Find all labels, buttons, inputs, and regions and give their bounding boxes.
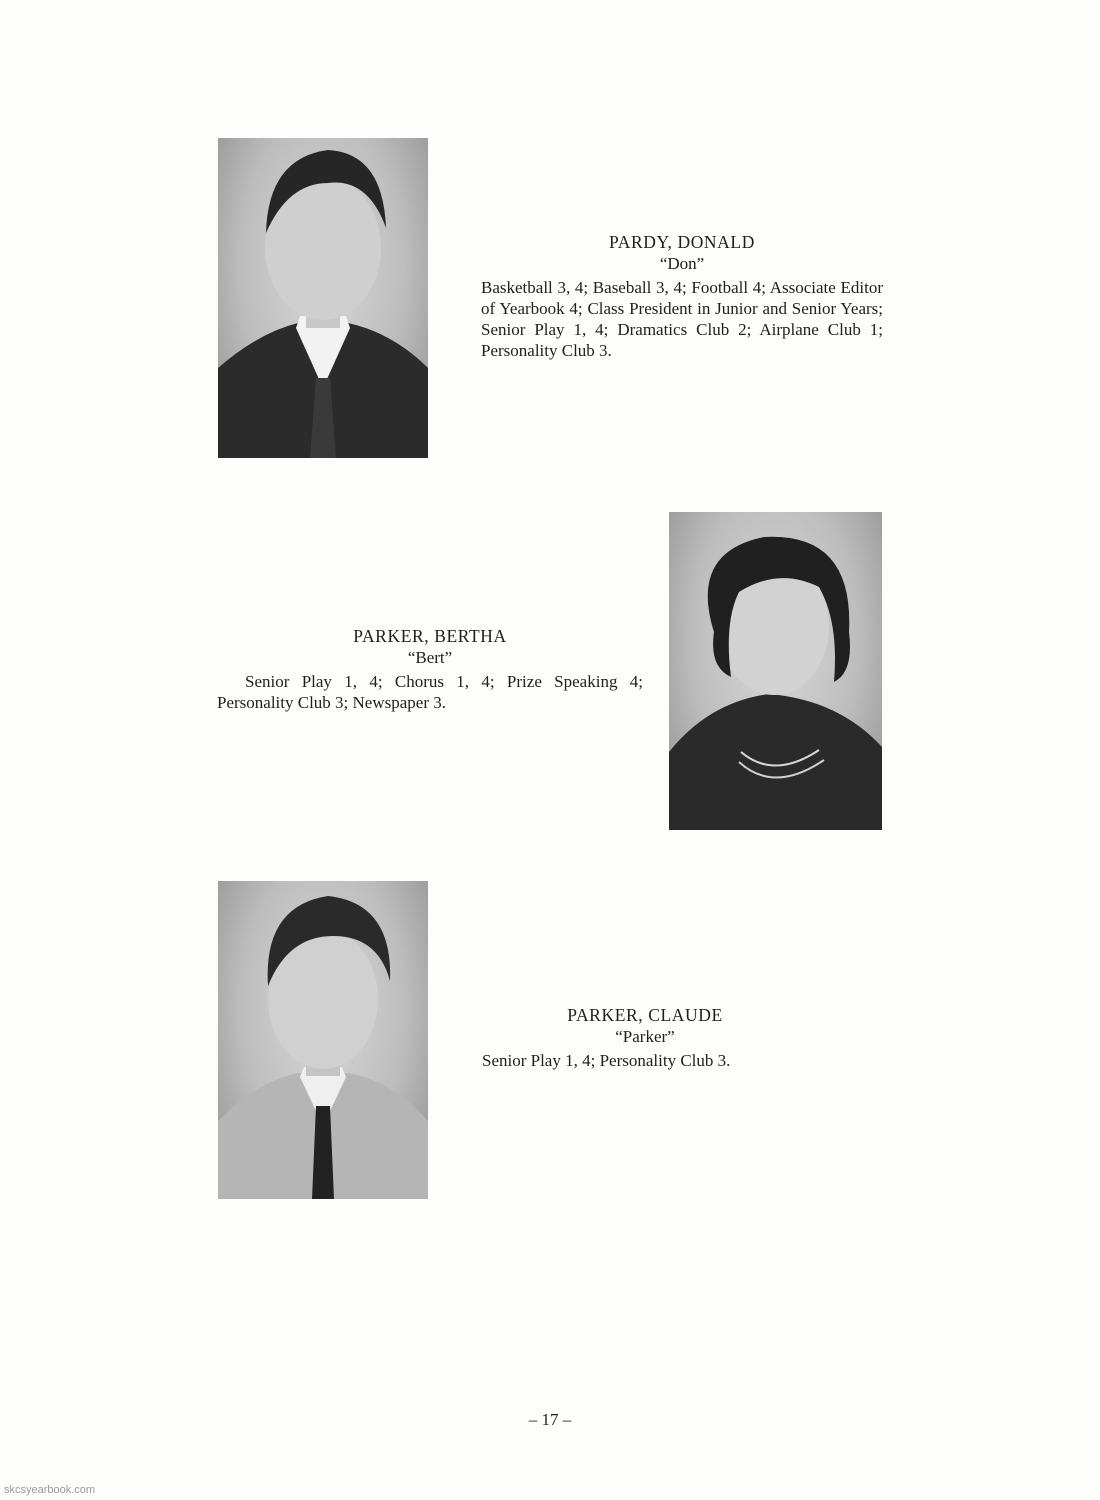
student-activities: Basketball 3, 4; Baseball 3, 4; Football 4; Associate Editor of Yearbook 4; Class President in Junior and Senior Years; Senior Play 1, 4; Dramatics Club 2; Airplane Club 1; Personality Club 3. — [481, 278, 883, 360]
portrait-photo-bertha-parker — [669, 512, 882, 830]
student-nickname: “Parker” — [615, 1027, 675, 1046]
student-activities: Senior Play 1, 4; Chorus 1, 4; Prize Speaking 4; Personality Club 3; Newspaper 3. — [217, 672, 643, 712]
student-nickname: “Bert” — [407, 648, 453, 667]
student-entry-donald-pardy — [481, 232, 883, 361]
student-name: PARKER, BERTHA — [353, 626, 507, 646]
page-number: – 17 – — [528, 1410, 572, 1429]
student-activities: Senior Play 1, 4; Personality Club 3. — [482, 1051, 731, 1070]
portrait-photo-claude-parker — [218, 881, 428, 1199]
student-nickname: “Don” — [659, 254, 705, 273]
student-entry-bertha-parker — [217, 626, 643, 713]
student-entry-claude-parker — [482, 1005, 808, 1071]
student-name: PARKER, CLAUDE — [567, 1005, 723, 1025]
portrait-photo-donald-pardy — [218, 138, 428, 458]
site-watermark: skcsyearbook.com — [4, 1484, 96, 1496]
student-name: PARDY, DONALD — [609, 232, 755, 252]
